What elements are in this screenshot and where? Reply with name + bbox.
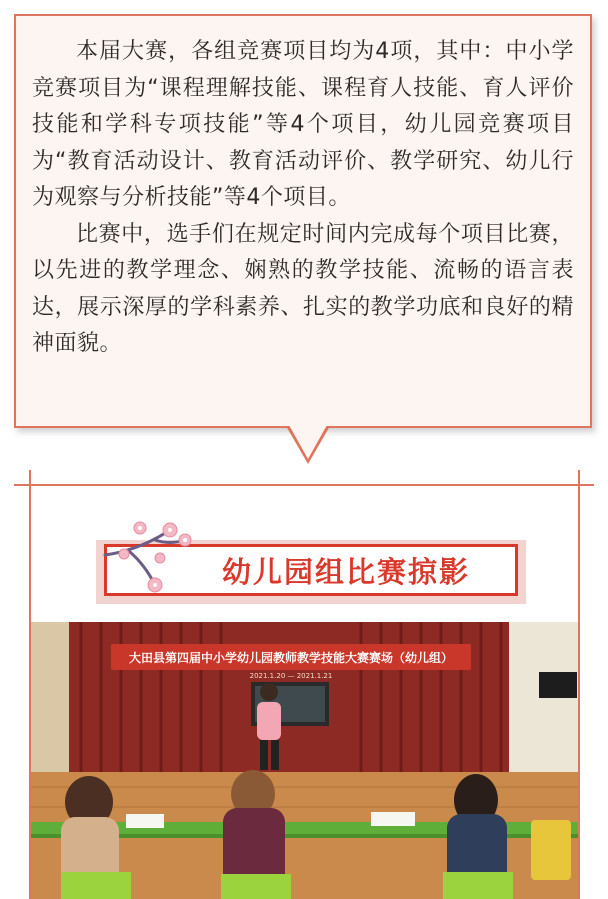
section-divider (14, 484, 594, 486)
competition-photo (31, 622, 578, 899)
section-title: 幼儿园组比赛掠影 (221, 554, 470, 589)
stage-banner-text: 大田县第四届中小学幼儿园教师教学技能大赛赛场（幼儿组） (128, 651, 454, 665)
frame-right-line-lower (578, 620, 580, 899)
frame-right-line (578, 470, 580, 630)
callout-tail-fill (289, 425, 327, 459)
stage-banner-date: 2021.1.20 — 2021.1.21 (249, 672, 333, 680)
frame-left-line (29, 470, 31, 630)
article-paragraph-2: 比赛中，选手们在规定时间内完成每个项目比赛，以先进的教学理念、娴熟的教学技能、流畅的语言表达，展示深厚的学科素养、扎实的教学功底和良好的精神面貌。 (32, 221, 574, 356)
article-paragraph-1: 本届大赛，各组竞赛项目均为4项，其中：中小学竞赛项目为“课程理解技能、课程育人技能、育人评价技能和学科专项技能”等4个项目，幼儿园竞赛项目为“教育活动设计、教育活动评价、教学研究、幼儿行为观察与分析技能”等4个项目。 (32, 39, 574, 210)
text-callout-box (14, 14, 592, 428)
plum-blossom-branch-icon (100, 510, 220, 600)
